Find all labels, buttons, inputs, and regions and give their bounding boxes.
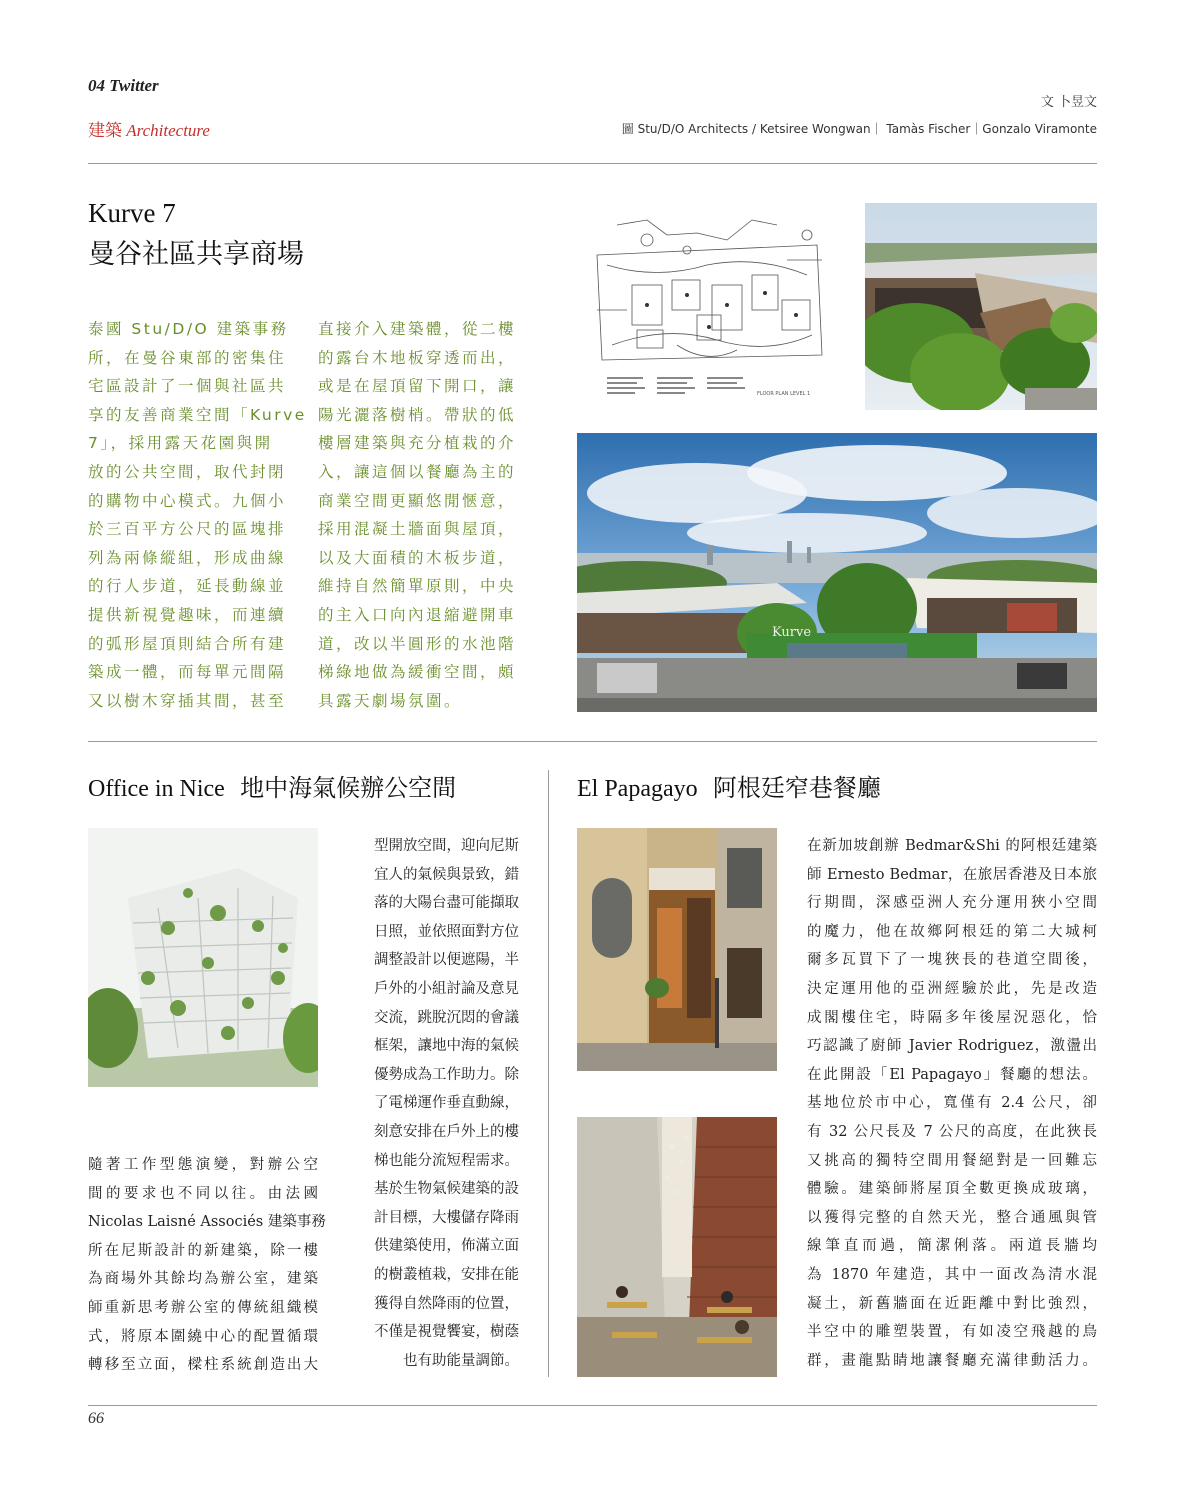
nice-left-line: 隨著工作型態演變，對辦公空 [88, 1157, 318, 1173]
category-label [88, 116, 210, 141]
kurve-col2-line: 直接介入建築體，從二樓 [318, 320, 517, 338]
nice-right-line: 日照，並依照面對方位 [374, 923, 519, 940]
kurve-col1-line: 列為兩條縱組，形成曲線 [88, 548, 287, 567]
papagayo-line: 在新加坡創辦 Bedmar&Shi 的阿根廷建築 [807, 838, 1097, 854]
kurve-col-1 [88, 315, 307, 715]
category-zh: 建築 [88, 121, 122, 140]
kurve-col2-line: 道，改以半圓形的水池階 [318, 634, 517, 653]
nice-right-line: 獲得自然降雨的位置， [374, 1295, 519, 1312]
papagayo-line: 又挑高的獨特空間用餐絕對是一回難忘 [807, 1152, 1097, 1169]
papagayo-line: 決定運用他的亞洲經驗於此，先是改造 [807, 980, 1097, 997]
papagayo-title-en: El Papagayo [577, 776, 698, 802]
nice-right-line: 落的大陽台盡可能擷取 [374, 895, 519, 912]
header-rule [88, 163, 1097, 164]
kurve-col2-line: 具露天劇場氛圍。 [318, 691, 463, 710]
nice-left-line: 間的要求也不同以往。由法國 [88, 1185, 318, 1202]
nice-building-render [88, 828, 318, 1087]
nice-title-en: Office in Nice [88, 776, 225, 802]
papagayo-line: 師 Ernesto Bedmar，在旅居香港及日本旅 [807, 866, 1097, 883]
nice-left-line: 師重新思考辦公室的傳統組織模 [88, 1299, 318, 1316]
nice-right-line: 宜人的氣候與景致，錯 [374, 866, 519, 883]
nice-right-line: 供建築使用，佈滿立面 [374, 1238, 519, 1255]
kurve-col2-line: 的露台木地板穿透而出， [318, 348, 517, 367]
kurve-col1-line: 放的公共空間，取代封閉 [88, 462, 287, 481]
kurve-col2-line: 的主入口向內退縮避開車 [318, 605, 517, 624]
kurve-col-2 [318, 315, 523, 715]
kurve-col1-line: 7」，採用露天花園與開 [88, 434, 273, 453]
nice-left-line: 式，將原本圍繞中心的配置循環 [88, 1328, 318, 1345]
papagayo-line: 體驗。建築師將屋頂全數更換成玻璃， [807, 1181, 1097, 1198]
papagayo-line: 凝土，新舊牆面在近距離中對比強烈， [807, 1295, 1097, 1312]
papagayo-line: 行期間，深感亞洲人充分運用狹小空間 [807, 895, 1097, 912]
papagayo-line: 線筆直而過，簡潔俐落。兩道長牆均 [807, 1238, 1097, 1255]
papagayo-title-zh: 阿根廷窄巷餐廳 [712, 774, 881, 802]
kurve-col1-line: 泰國 Stu/D/O 建築事務 [88, 320, 289, 338]
nice-right-line: 框架，讓地中海的氣候 [374, 1038, 519, 1055]
section-label: 04 Twitter [88, 76, 159, 95]
kurve-col1-line: 又以樹木穿插其間，甚至 [88, 691, 287, 710]
nice-left-line: Nicolas Laisné Associés 建築事務 [88, 1214, 326, 1231]
kurve-col1-line: 提供新視覺趣味，而連續 [88, 605, 287, 624]
plan-caption: FLOOR PLAN LEVEL 1 [757, 391, 811, 397]
papagayo-col [807, 832, 1097, 1375]
papagayo-line: 成閣樓住宅，時隔多年後屋況惡化，恰 [807, 1009, 1097, 1026]
nice-right-line: 不僅是視覺饗宴，樹蔭 [374, 1324, 519, 1341]
kurve-col2-line: 梯綠地做為緩衝空間，頗 [318, 663, 517, 682]
kurve-col1-line: 築成一體，而每單元間隔 [88, 663, 287, 682]
papagayo-line: 有 32 公尺長及 7 公尺的高度，在此狹長 [807, 1123, 1097, 1140]
kurve-col2-line: 維持自然簡單原則，中央 [318, 577, 517, 596]
nice-col-right [318, 832, 519, 1375]
kurve-col2-line: 入，讓這個以餐廳為主的 [318, 462, 517, 481]
kurve-col2-line: 以及大面積的木板步道， [318, 548, 517, 567]
nice-right-line: 型開放空間，迎向尼斯 [374, 838, 519, 854]
nice-right-line: 優勢成為工作助力。除 [374, 1066, 519, 1083]
nice-right-line: 刻意安排在戶外上的樓 [374, 1123, 519, 1140]
footer-rule [88, 1405, 1097, 1406]
papagayo-line: 群，畫龍點睛地讓餐廳充滿律動活力。 [807, 1352, 1097, 1369]
papagayo-interior-photo [577, 1117, 777, 1377]
kurve-col2-line: 商業空間更顯悠閒愜意， [318, 491, 517, 510]
papagayo-line: 基地位於市中心，寬僅有 2.4 公尺，卻 [807, 1095, 1097, 1112]
kurve-col1-line: 的弧形屋頂則結合所有建 [88, 634, 287, 653]
kurve-title-en: Kurve 7 [88, 198, 176, 228]
nice-right-line: 也有助能量調節。 [403, 1352, 519, 1369]
kurve-col1-line: 於三百平方公尺的區塊排 [88, 520, 287, 539]
column-divider [548, 770, 549, 1377]
category-en: Architecture [126, 121, 210, 140]
papagayo-facade-photo [577, 828, 777, 1071]
photo-credits: 圖 Stu/D/O Architects / Ketsiree Wongwan｜ Tamàs Fischer｜Gonzalo Viramonte [621, 122, 1097, 136]
nice-right-line: 的樹叢植栽，安排在能 [374, 1266, 519, 1283]
papagayo-line: 半空中的雕塑裝置，有如凌空飛越的鳥 [807, 1324, 1097, 1341]
nice-col-left [88, 1151, 326, 1380]
nice-left-line: 為商場外其餘均為辦公室，建築 [88, 1271, 318, 1288]
papagayo-line: 的魔力，他在故鄉阿根廷的第二大城柯 [807, 923, 1097, 940]
author-credit: 文 卜昱文 [1040, 95, 1097, 110]
kurve-col2-line: 採用混凝土牆面與屋頂， [318, 520, 517, 539]
nice-right-line: 戶外的小組討論及意見 [374, 980, 519, 997]
papagayo-title [577, 768, 881, 803]
nice-right-line: 計目標，大樓儲存降雨 [374, 1209, 519, 1226]
nice-right-line: 基於生物氣候建築的設 [374, 1181, 519, 1198]
floor-plan-image [577, 205, 849, 410]
papagayo-line: 巧認識了廚師 Javier Rodriguez，激盪出 [807, 1038, 1097, 1055]
kurve-col2-line: 陽光灑落樹梢。帶狀的低 [318, 405, 517, 424]
nice-right-line: 交流，跳脫沉悶的會議 [374, 1009, 519, 1026]
kurve-col1-line: 的行人步道，延長動線並 [88, 577, 287, 596]
kurve-col1-line: 所，在曼谷東部的密集住 [88, 348, 287, 367]
kurve-panorama-photo [577, 433, 1097, 712]
nice-title [88, 768, 456, 803]
kurve-sign-text: Kurve [772, 625, 812, 640]
middle-rule [88, 741, 1097, 742]
kurve-col1-line: 的購物中心模式。九個小 [88, 491, 287, 510]
nice-right-line: 梯也能分流短程需求。 [374, 1152, 519, 1169]
kurve-col2-line: 樓層建築與充分植栽的介 [318, 434, 517, 453]
papagayo-line: 在此開設「El Papagayo」餐廳的想法。 [807, 1066, 1097, 1083]
nice-left-line: 轉移至立面，樑柱系統創造出大 [88, 1357, 318, 1374]
nice-right-line: 了電梯運作垂直動線， [374, 1095, 519, 1112]
papagayo-line: 爾多瓦買下了一塊狹長的巷道空間後， [807, 952, 1097, 969]
nice-left-line: 所在尼斯設計的新建築，除一樓 [88, 1242, 318, 1259]
nice-right-line: 調整設計以便遮陽，半 [374, 952, 519, 969]
kurve-col1-line: 享的友善商業空間「Kurve [88, 405, 307, 424]
rooftop-photo [865, 203, 1097, 410]
papagayo-line: 以獲得完整的自然天光，整合通風與管 [807, 1209, 1097, 1226]
papagayo-line: 為 1870 年建造，其中一面改為清水混 [807, 1266, 1097, 1283]
kurve-title-zh: 曼谷社區共享商場 [88, 239, 304, 270]
nice-title-zh: 地中海氣候辦公空間 [240, 774, 457, 802]
kurve-col2-line: 或是在屋頂留下開口，讓 [318, 377, 517, 396]
page-number: 66 [88, 1410, 104, 1427]
kurve-col1-line: 宅區設計了一個與社區共 [88, 377, 287, 396]
